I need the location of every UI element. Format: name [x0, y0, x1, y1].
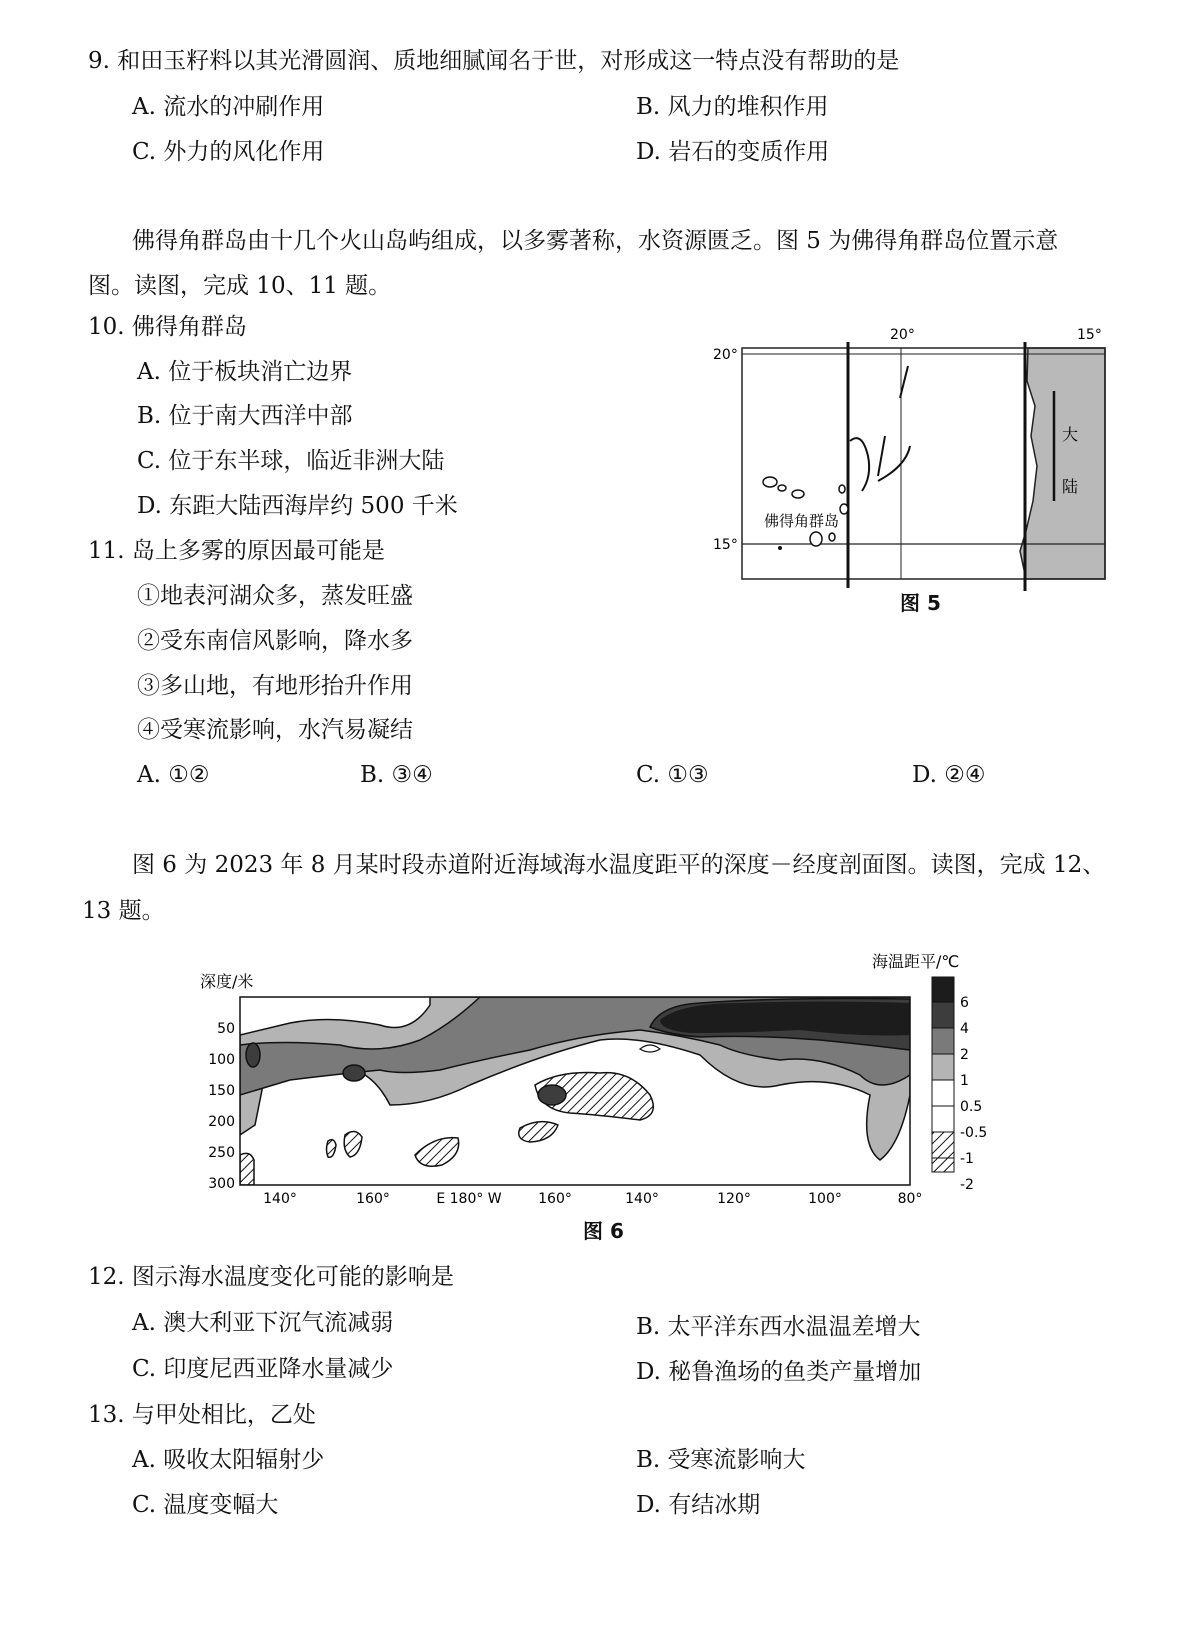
fig6-legend-label: 4 [960, 1021, 969, 1037]
q10-option-c: C. 位于东半球，临近非洲大陆 [137, 448, 445, 474]
fig5-islands-label: 佛得角群岛 [764, 512, 840, 530]
q11-option-c: C. ①③ [636, 762, 709, 788]
anomaly-band-4-6 [660, 1002, 910, 1036]
q12-option-b: B. 太平洋东西水温温差增大 [636, 1314, 921, 1340]
q12-option-d: D. 秘鲁渔场的鱼类产量增加 [636, 1359, 922, 1385]
fig6-x-tick: E 180° W [436, 1191, 502, 1207]
fig6-x-tick: 80° [897, 1191, 923, 1207]
q13-stem: 13. 与甲处相比，乙处 [88, 1402, 316, 1428]
fig6-legend-label: -2 [960, 1177, 974, 1193]
fig6-y-tick: 150 [208, 1083, 235, 1099]
q11-option-d: D. ②④ [912, 762, 986, 788]
fig6-legend-label: 2 [960, 1047, 969, 1063]
fig6-legend-title: 海温距平/℃ [872, 952, 960, 971]
q13-option-b: B. 受寒流影响大 [636, 1447, 806, 1473]
q13-option-d: D. 有结冰期 [636, 1492, 761, 1518]
fig6-x-tick: 120° [717, 1191, 751, 1207]
intro-12-13-line1: 图 6 为 2023 年 8 月某时段赤道附近海域海水温度距平的深度－经度剖面图。读图，完成 12、 [132, 852, 1106, 878]
q11-option-b: B. ③④ [360, 762, 433, 788]
q9-option-c: C. 外力的风化作用 [132, 139, 325, 165]
q10-stem: 10. 佛得角群岛 [88, 314, 247, 340]
figure6-caption: 图 6 [583, 1219, 624, 1243]
q11-item-1: ①地表河湖众多，蒸发旺盛 [137, 583, 413, 609]
intro-10-11-line2: 图。读图，完成 10、11 题。 [88, 273, 392, 299]
fig6-y-tick: 50 [217, 1021, 235, 1037]
fig6-y-ticks [208, 1021, 235, 1192]
q9-stem: 9. 和田玉籽料以其光滑圆润、质地细腻闻名于世，对形成这一特点没有帮助的是 [88, 48, 900, 74]
fig6-y-tick: 300 [208, 1176, 235, 1192]
q13-option-a: A. 吸收太阳辐射少 [132, 1447, 325, 1473]
q9-option-a: A. 流水的冲刷作用 [132, 94, 325, 120]
fig6-legend-label: -1 [960, 1151, 974, 1167]
q9-option-d: D. 岩石的变质作用 [636, 139, 830, 165]
fig6-legend-label: 0.5 [960, 1099, 983, 1115]
intro-12-13-line2: 13 题。 [82, 898, 165, 924]
q10-option-d: D. 东距大陆西海岸约 500 千米 [137, 493, 458, 519]
q10-option-b: B. 位于南大西洋中部 [137, 403, 353, 429]
fig5-lon-15-label: 15° [1077, 327, 1102, 343]
fig6-legend-label: 6 [960, 995, 969, 1011]
fig6-legend-label: 1 [960, 1073, 969, 1089]
figure6-section [180, 945, 1040, 1220]
figure5-caption: 图 5 [900, 591, 941, 615]
q11-item-4: ④受寒流影响，水汽易凝结 [137, 717, 413, 743]
fig6-y-tick: 200 [208, 1114, 235, 1130]
intro-10-11-line1: 佛得角群岛由十几个火山岛屿组成，以多雾著称，水资源匮乏。图 5 为佛得角群岛位置示意 [132, 228, 1059, 254]
q13-option-c: C. 温度变幅大 [132, 1492, 279, 1518]
fig6-x-tick: 160° [356, 1191, 390, 1207]
q11-option-a: A. ①② [137, 762, 210, 788]
fig5-continent-label-2: 陆 [1062, 477, 1079, 496]
fig5-continent-label-1: 大 [1062, 425, 1079, 444]
q11-item-3: ③多山地，有地形抬升作用 [137, 673, 413, 699]
fig6-x-ticks [263, 1191, 922, 1207]
q11-stem: 11. 岛上多雾的原因最可能是 [88, 538, 385, 564]
fig5-lat-15-label: 15° [713, 537, 738, 553]
fig6-x-tick: 100° [808, 1191, 842, 1207]
fig6-legend-label: -0.5 [960, 1125, 988, 1141]
fig6-y-tick: 250 [208, 1145, 235, 1161]
fig6-legend [932, 977, 954, 1172]
fig6-x-tick: 140° [263, 1191, 297, 1207]
q9-option-b: B. 风力的堆积作用 [636, 94, 829, 120]
fig5-lat-20-label: 20° [713, 347, 738, 363]
fig6-y-axis-label: 深度/米 [200, 972, 254, 991]
q12-stem: 12. 图示海水温度变化可能的影响是 [88, 1264, 454, 1290]
q11-item-2: ②受东南信风影响，降水多 [137, 628, 413, 654]
q12-option-a: A. 澳大利亚下沉气流减弱 [132, 1310, 394, 1336]
fig6-x-tick: 160° [538, 1191, 572, 1207]
figure5-map [710, 326, 1130, 616]
fig6-x-tick: 140° [625, 1191, 659, 1207]
fig5-lon-20-label: 20° [890, 327, 915, 343]
q10-option-a: A. 位于板块消亡边界 [137, 359, 353, 385]
q12-option-c: C. 印度尼西亚降水量减少 [132, 1356, 394, 1382]
fig6-y-tick: 100 [208, 1052, 235, 1068]
